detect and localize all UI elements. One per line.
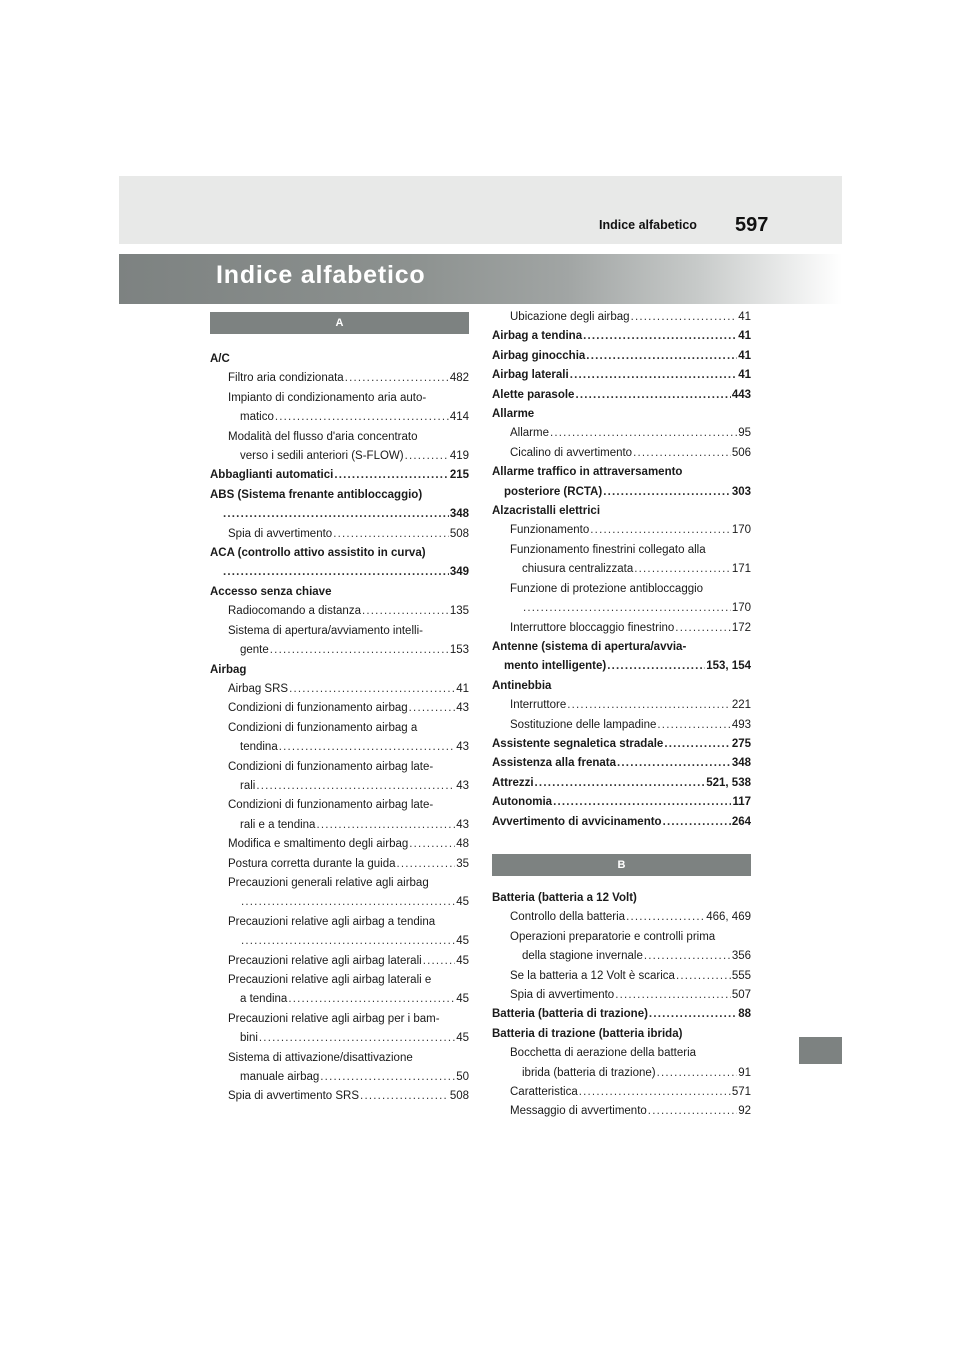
- entry-page-ref[interactable]: 571: [731, 1086, 751, 1099]
- index-entry: [210, 622, 469, 641]
- index-entry: [492, 619, 751, 638]
- index-entry: [210, 486, 469, 505]
- dot-leader: [634, 560, 731, 579]
- entry-label: Ubicazione degli airbag: [510, 311, 630, 323]
- index-entry: [492, 347, 751, 366]
- index-entry: [492, 386, 751, 405]
- right-column: [492, 308, 751, 1122]
- dot-leader: [423, 952, 456, 971]
- entry-page-ref[interactable]: 508: [449, 527, 469, 540]
- dot-leader: [567, 696, 731, 715]
- index-entry: [210, 661, 469, 680]
- dot-leader: [279, 738, 455, 757]
- entry-label: A/C: [210, 353, 230, 365]
- header-band: [119, 176, 842, 244]
- dot-leader: [676, 967, 731, 986]
- index-entry: [492, 502, 751, 521]
- entry-label: Antenne (sistema di apertura/avvia-: [492, 640, 687, 653]
- entry-label: Attrezzi: [492, 776, 534, 789]
- entry-label: Assistente segnaletica stradale: [492, 737, 664, 750]
- entry-label: Funzionamento finestrini collegato alla: [510, 543, 706, 556]
- index-entry: [210, 932, 469, 951]
- entry-label: Condizioni di funzionamento airbag a: [228, 721, 418, 734]
- entry-label: Operazioni preparatorie e controlli prima: [510, 930, 716, 943]
- entry-page-ref[interactable]: 171: [731, 563, 751, 576]
- entry-page-ref[interactable]: 45: [456, 993, 469, 1006]
- index-entry: [492, 716, 751, 735]
- index-entry: [492, 967, 751, 986]
- dot-leader: [535, 774, 706, 793]
- entry-label: Batteria (batteria di trazione): [492, 1008, 648, 1021]
- index-entry: [210, 719, 469, 738]
- entry-page-ref[interactable]: 170: [731, 602, 751, 615]
- entry-label: Autonomia: [492, 796, 553, 809]
- entry-label: Batteria di trazione (batteria ibrida): [492, 1027, 683, 1040]
- entry-label: ACA (controllo attivo assistito in curva): [210, 547, 426, 560]
- index-entry: [210, 525, 469, 544]
- entry-label: Sistema di attivazione/disattivazione: [228, 1051, 413, 1064]
- index-entry: [210, 855, 469, 874]
- index-entry: [492, 483, 751, 502]
- page-number: 597: [735, 214, 769, 236]
- entry-label: Batteria (batteria a 12 Volt): [492, 891, 637, 904]
- dot-leader: [397, 855, 456, 874]
- index-entry: [492, 889, 751, 908]
- dot-leader: [405, 447, 449, 466]
- entry-page-ref[interactable]: 50: [456, 1071, 469, 1084]
- index-entry: [210, 699, 469, 718]
- dot-leader: [553, 793, 731, 812]
- index-entry: [492, 405, 751, 424]
- index-entry: [210, 563, 469, 582]
- dot-leader: [256, 777, 455, 796]
- dot-leader: [275, 408, 449, 427]
- index-entry: [492, 1083, 751, 1102]
- entry-label: della stagione invernale: [522, 950, 643, 963]
- entry-page-ref[interactable]: 41: [738, 311, 751, 323]
- entry-label: Sostituzione delle lampadine: [510, 718, 657, 731]
- index-entry: [492, 908, 751, 927]
- entry-label: Condizioni di funzionamento airbag late-: [228, 799, 434, 812]
- entry-page-ref[interactable]: 153: [449, 644, 469, 657]
- entry-label: Controllo della batteria: [510, 911, 626, 924]
- dot-leader: [579, 1083, 731, 1102]
- thumb-index-tab[interactable]: [799, 1037, 842, 1064]
- index-entry: [210, 913, 469, 932]
- entry-label: bini: [240, 1032, 258, 1045]
- entry-label: matico: [240, 411, 274, 424]
- entry-page-ref[interactable]: 482: [449, 372, 469, 385]
- entry-label: Radiocomando a distanza: [228, 605, 361, 618]
- dot-leader: [320, 1068, 455, 1087]
- index-entry: [492, 366, 751, 385]
- entry-label: Condizioni di funzionamento airbag late-: [228, 760, 434, 773]
- dot-leader: [550, 424, 737, 443]
- entry-label: Modifica e smaltimento degli airbag: [228, 838, 409, 851]
- entry-label: a tendina: [240, 993, 288, 1006]
- index-entry: [210, 738, 469, 757]
- entry-label: Airbag laterali: [492, 369, 569, 382]
- entry-page-ref[interactable]: 117: [732, 796, 751, 809]
- index-entry: [492, 1044, 751, 1063]
- entry-page-ref[interactable]: 45: [456, 935, 469, 948]
- dot-leader: [657, 716, 730, 735]
- dot-leader: [360, 1087, 449, 1106]
- dot-leader: [664, 735, 731, 754]
- index-entry: [492, 424, 751, 443]
- dot-leader: [223, 505, 449, 524]
- entry-page-ref[interactable]: 170: [731, 524, 751, 537]
- entry-label: Condizioni di funzionamento airbag: [228, 702, 408, 715]
- section-letter-b: B: [492, 854, 751, 876]
- entry-label: Airbag SRS: [228, 682, 289, 695]
- entry-page-ref[interactable]: 43: [456, 702, 469, 715]
- entry-page-ref[interactable]: 92: [738, 1105, 751, 1118]
- entry-page-ref[interactable]: 349: [449, 566, 469, 579]
- entry-page-ref[interactable]: 43: [456, 741, 469, 754]
- entry-page-ref[interactable]: 153, 154: [706, 660, 751, 673]
- dot-leader: [241, 932, 455, 951]
- dot-leader: [333, 525, 449, 544]
- entry-label: Postura corretta durante la guida: [228, 857, 396, 870]
- index-entry: [210, 874, 469, 893]
- entry-page-ref[interactable]: 555: [731, 969, 751, 982]
- index-entry: [210, 1068, 469, 1087]
- entry-page-ref[interactable]: 48: [456, 838, 469, 851]
- index-entry: [492, 774, 751, 793]
- index-entry: [492, 1025, 751, 1044]
- index-entry: [492, 696, 751, 715]
- entry-page-ref[interactable]: 221: [731, 699, 751, 712]
- left-column: [210, 312, 469, 1107]
- dot-leader: [633, 444, 731, 463]
- entry-label: Interruttore: [510, 699, 567, 712]
- entry-page-ref[interactable]: 506: [731, 446, 751, 459]
- entry-page-ref[interactable]: 172: [731, 621, 751, 634]
- dot-leader: [288, 990, 455, 1009]
- dot-leader: [241, 893, 455, 912]
- dot-leader: [223, 563, 449, 582]
- entry-page-ref[interactable]: 507: [731, 989, 751, 1001]
- index-entry: [210, 350, 469, 369]
- entry-page-ref[interactable]: 348: [731, 757, 751, 770]
- index-entry: [210, 369, 469, 388]
- index-entry: [210, 447, 469, 466]
- entry-page-ref[interactable]: 215: [449, 469, 469, 482]
- dot-leader: [607, 657, 705, 676]
- index-entry: [210, 389, 469, 408]
- dot-leader: [648, 1102, 737, 1121]
- entry-page-ref[interactable]: 45: [456, 954, 469, 967]
- entry-page-ref[interactable]: 43: [456, 779, 469, 792]
- dot-leader: [657, 1064, 738, 1083]
- index-entry: [210, 971, 469, 990]
- entry-label: Precauzioni relative agli airbag laterali: [228, 954, 422, 967]
- entry-page-ref[interactable]: 466, 469: [706, 911, 751, 924]
- dot-leader: [631, 308, 738, 327]
- dot-leader: [316, 816, 455, 835]
- entry-page-ref[interactable]: 43: [456, 818, 469, 831]
- entry-label: Airbag ginocchia: [492, 349, 586, 362]
- index-entry: [492, 463, 751, 482]
- dot-leader: [615, 986, 731, 1005]
- index-entry: [210, 1049, 469, 1068]
- entry-label: Spia di avvertimento: [510, 989, 615, 1001]
- index-entry: [210, 990, 469, 1009]
- page-title: Indice alfabetico: [216, 261, 426, 289]
- index-entry: [492, 560, 751, 579]
- index-entry: [492, 521, 751, 540]
- entry-page-ref[interactable]: 356: [731, 950, 751, 963]
- entry-label: Precauzioni relative agli airbag per i bam-: [228, 1012, 440, 1025]
- dot-leader: [590, 521, 731, 540]
- index-entries-a-cont: [492, 308, 751, 832]
- index-entry: [492, 541, 751, 560]
- entry-page-ref[interactable]: 45: [456, 1032, 469, 1045]
- index-entry: [210, 816, 469, 835]
- entry-label: Airbag a tendina: [492, 330, 583, 343]
- index-entry: [210, 544, 469, 563]
- section-letter-a: A: [210, 312, 469, 334]
- entry-label: Messaggio di avvertimento: [510, 1105, 647, 1118]
- index-entry: [492, 793, 751, 812]
- entry-label: Cicalino di avvertimento: [510, 446, 633, 459]
- index-entry: [492, 1102, 751, 1121]
- dot-leader: [583, 327, 737, 346]
- dot-leader: [644, 947, 731, 966]
- dot-leader: [334, 466, 448, 485]
- dot-leader: [675, 619, 731, 638]
- dot-leader: [270, 641, 449, 660]
- entry-label: mento intelligente): [504, 660, 607, 673]
- entry-label: Bocchetta di aerazione della batteria: [510, 1047, 697, 1060]
- entry-label: Avvertimento di avvicinamento: [492, 815, 662, 828]
- entry-page-ref[interactable]: 41: [738, 349, 751, 362]
- entry-label: posteriore (RCTA): [504, 485, 603, 498]
- entry-label: chiusura centralizzata: [522, 563, 634, 576]
- index-entry: [492, 657, 751, 676]
- index-entry: [492, 327, 751, 346]
- entry-label: Impianto di condizionamento aria auto-: [228, 391, 427, 404]
- entry-label: Spia di avvertimento SRS: [228, 1090, 360, 1103]
- index-entry: [492, 754, 751, 773]
- entry-label: Spia di avvertimento: [228, 527, 333, 540]
- entry-label: tendina: [240, 741, 278, 754]
- index-entry: [492, 1005, 751, 1024]
- dot-leader: [289, 680, 455, 699]
- entry-page-ref[interactable]: 443: [731, 388, 751, 401]
- entry-label: Assistenza alla frenata: [492, 757, 617, 770]
- index-entry: [492, 599, 751, 618]
- entry-label: Allarme: [510, 427, 549, 440]
- dot-leader: [570, 366, 738, 385]
- index-entry: [492, 444, 751, 463]
- entry-page-ref[interactable]: 508: [449, 1090, 469, 1103]
- entry-label: Filtro aria condizionata: [228, 372, 344, 385]
- index-entry: [492, 735, 751, 754]
- index-entry: [210, 583, 469, 602]
- index-entry: [492, 308, 751, 327]
- index-entry: [210, 466, 469, 485]
- index-entry: [210, 1087, 469, 1106]
- entry-page-ref[interactable]: 41: [738, 330, 751, 343]
- index-entry: [492, 580, 751, 599]
- dot-leader: [663, 813, 731, 832]
- index-entries-a: [210, 350, 469, 1107]
- entry-label: Abbaglianti automatici: [210, 469, 334, 482]
- entry-label: Precauzioni relative agli airbag laterali e: [228, 974, 432, 986]
- index-entry: [210, 835, 469, 854]
- index-entry: [492, 947, 751, 966]
- entry-label: ABS (Sistema frenante antibloccaggio): [210, 488, 423, 501]
- entry-page-ref[interactable]: 493: [731, 718, 751, 731]
- index-entry: [210, 1010, 469, 1029]
- dot-leader: [409, 699, 456, 718]
- index-entry: [210, 428, 469, 447]
- index-entry: [210, 758, 469, 777]
- index-entry: [210, 893, 469, 912]
- entry-label: Modalità del flusso d'aria concentrato: [228, 430, 418, 443]
- header-section-title: Indice alfabetico: [599, 218, 697, 232]
- entry-page-ref[interactable]: 348: [449, 508, 469, 521]
- index-entries-b: [492, 889, 751, 1122]
- entry-page-ref[interactable]: 414: [449, 411, 469, 424]
- entry-label: Caratteristica: [510, 1086, 578, 1099]
- dot-leader: [409, 835, 455, 854]
- entry-label: Allarme: [492, 408, 535, 421]
- index-entry: [492, 813, 751, 832]
- index-entry: [210, 777, 469, 796]
- entry-page-ref[interactable]: 419: [449, 450, 469, 463]
- index-entry: [492, 638, 751, 657]
- index-entry: [210, 952, 469, 971]
- index-entry: [210, 680, 469, 699]
- index-entry: [492, 986, 751, 1005]
- entry-label: Se la batteria a 12 Volt è scarica: [510, 969, 675, 982]
- index-entry: [210, 641, 469, 660]
- index-entry: [210, 505, 469, 524]
- entry-page-ref[interactable]: 95: [738, 427, 751, 440]
- dot-leader: [575, 386, 730, 405]
- entry-label: gente: [240, 644, 269, 657]
- entry-label: Alzacristalli elettrici: [492, 505, 601, 518]
- dot-leader: [362, 602, 449, 621]
- entry-page-ref[interactable]: 88: [738, 1008, 751, 1021]
- entry-label: Sistema di apertura/avviamento intelli-: [228, 624, 423, 637]
- entry-page-ref[interactable]: 135: [449, 605, 469, 618]
- dot-leader: [603, 483, 731, 502]
- entry-label: Precauzioni generali relative agli airbag: [228, 876, 429, 889]
- index-entry: [210, 1029, 469, 1048]
- entry-label: ibrida (batteria di trazione): [522, 1066, 656, 1079]
- entry-label: rali e a tendina: [240, 818, 316, 831]
- entry-page-ref[interactable]: 41: [738, 369, 751, 382]
- index-entry: [492, 928, 751, 947]
- dot-leader: [626, 908, 705, 927]
- entry-label: Interruttore bloccaggio finestrino: [510, 621, 675, 634]
- dot-leader: [586, 347, 737, 366]
- index-entry: [210, 408, 469, 427]
- index-entry: [210, 796, 469, 815]
- entry-label: Precauzioni relative agli airbag a tendina: [228, 915, 436, 928]
- entry-page-ref[interactable]: 264: [731, 815, 751, 828]
- entry-label: manuale airbag: [240, 1071, 320, 1084]
- dot-leader: [259, 1029, 455, 1048]
- entry-label: verso i sedili anteriori (S-FLOW): [240, 450, 404, 463]
- dot-leader: [345, 369, 449, 388]
- entry-label: Airbag: [210, 663, 247, 676]
- dot-leader: [523, 599, 731, 618]
- entry-page-ref[interactable]: 303: [731, 485, 751, 498]
- dot-leader: [649, 1005, 737, 1024]
- entry-page-ref[interactable]: 91: [738, 1066, 751, 1079]
- entry-page-ref[interactable]: 45: [456, 896, 469, 909]
- entry-label: Funzionamento: [510, 524, 590, 537]
- entry-label: Antinebbia: [492, 679, 552, 692]
- index-entry: [492, 677, 751, 696]
- entry-page-ref[interactable]: 275: [731, 737, 751, 750]
- dot-leader: [617, 754, 731, 773]
- entry-page-ref[interactable]: 41: [456, 682, 469, 695]
- entry-page-ref[interactable]: 521, 538: [706, 776, 751, 789]
- index-entry: [210, 602, 469, 621]
- entry-label: rali: [240, 779, 256, 792]
- index-entry: [492, 1064, 751, 1083]
- entry-label: Alette parasole: [492, 388, 575, 401]
- entry-label: Funzione di protezione antibloccaggio: [510, 582, 704, 595]
- entry-label: Allarme traffico in attraversamento: [492, 466, 683, 479]
- entry-page-ref[interactable]: 35: [456, 857, 469, 870]
- entry-label: Accesso senza chiave: [210, 585, 332, 598]
